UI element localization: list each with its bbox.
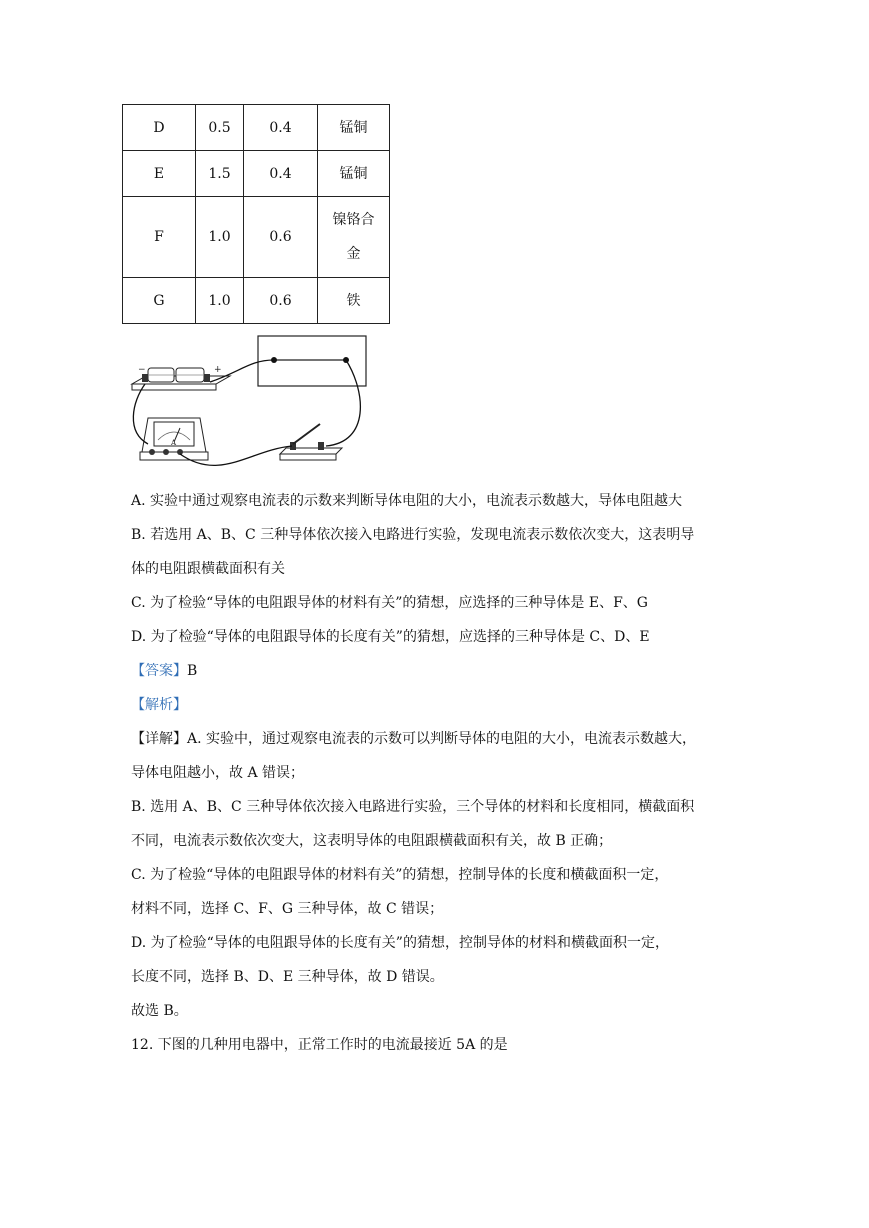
material-line-1: 镍铬合 (332, 212, 375, 228)
table-cell-length: 0.5 (196, 105, 244, 151)
detail-c-line-1: C. 为了检验“导体的电阻跟导体的材料有关”的猜想，控制导体的长度和横截面积一定， (131, 867, 669, 883)
table-row (123, 151, 390, 197)
conductor-table (122, 104, 390, 324)
option-a: A. 实验中通过观察电流表的示数来判断导体电阻的大小，电流表示数越大，导体电阻越大 (131, 493, 683, 509)
table-cell-length: 1.0 (196, 278, 244, 324)
detail-b-line-2: 不同，电流表示数依次变大，这表明导体的电阻跟横截面积有关，故 B 正确； (131, 833, 613, 849)
detail-conclusion: 故选 B。 (131, 1003, 188, 1019)
detail-c-line-2: 材料不同，选择 C、F、G 三种导体，故 C 错误； (131, 901, 444, 917)
detail-label: 【详解】 (131, 731, 187, 747)
table-cell-length: 1.0 (196, 197, 244, 278)
answer-line (131, 661, 197, 681)
detail-a-line-1 (131, 729, 696, 749)
table-cell-area: 0.6 (244, 278, 318, 324)
table-cell-id: G (123, 278, 196, 324)
answer-label: 【答案】 (131, 663, 187, 679)
question-12: 12. 下图的几种用电器中，正常工作时的电流最接近 5A 的是 (131, 1037, 508, 1053)
detail-d-line-1: D. 为了检验“导体的电阻跟导体的长度有关”的猜想，控制导体的材料和横截面积一定， (131, 935, 669, 951)
table-cell-id: D (123, 105, 196, 151)
table-cell-area: 0.6 (244, 197, 318, 278)
table-row (123, 197, 390, 278)
table-cell-material: 铁 (318, 278, 390, 324)
circuit-diagram (130, 332, 370, 474)
table-cell-material: 锰铜 (318, 151, 390, 197)
table-cell-id: E (123, 151, 196, 197)
table-cell-material: 锰铜 (318, 105, 390, 151)
detail-a-text: A. 实验中，通过观察电流表的示数可以判断导体的电阻的大小，电流表示数越大， (187, 731, 697, 747)
detail-a-line-2: 导体电阻越小，故 A 错误； (131, 765, 305, 781)
detail-b-line-1: B. 选用 A、B、C 三种导体依次接入电路进行实验，三个导体的材料和长度相同，横截面积 (131, 799, 695, 815)
table-cell-id: F (123, 197, 196, 278)
material-line-2: 金 (346, 246, 361, 262)
answer-value: B (187, 663, 198, 679)
option-d: D. 为了检验“导体的电阻跟导体的长度有关”的猜想，应选择的三种导体是 C、D、E (131, 629, 650, 645)
option-b-line-1: B. 若选用 A、B、C 三种导体依次接入电路进行实验，发现电流表示数依次变大，这表明导 (131, 527, 695, 543)
table-row (123, 105, 390, 151)
svg-text:+: + (214, 365, 222, 375)
option-c: C. 为了检验“导体的电阻跟导体的材料有关”的猜想，应选择的三种导体是 E、F、G (131, 595, 648, 611)
table-cell-material (318, 197, 390, 278)
table-cell-length: 1.5 (196, 151, 244, 197)
option-b-line-2: 体的电阻跟横截面积有关 (131, 561, 285, 577)
analysis-label: 【解析】 (131, 697, 187, 713)
detail-d-line-2: 长度不同，选择 B、D、E 三种导体，故 D 错误。 (131, 969, 444, 985)
analysis-line (131, 695, 187, 715)
table-cell-area: 0.4 (244, 105, 318, 151)
svg-text:A: A (171, 439, 177, 447)
table-cell-area: 0.4 (244, 151, 318, 197)
svg-text:−: − (138, 365, 146, 375)
table-row (123, 278, 390, 324)
